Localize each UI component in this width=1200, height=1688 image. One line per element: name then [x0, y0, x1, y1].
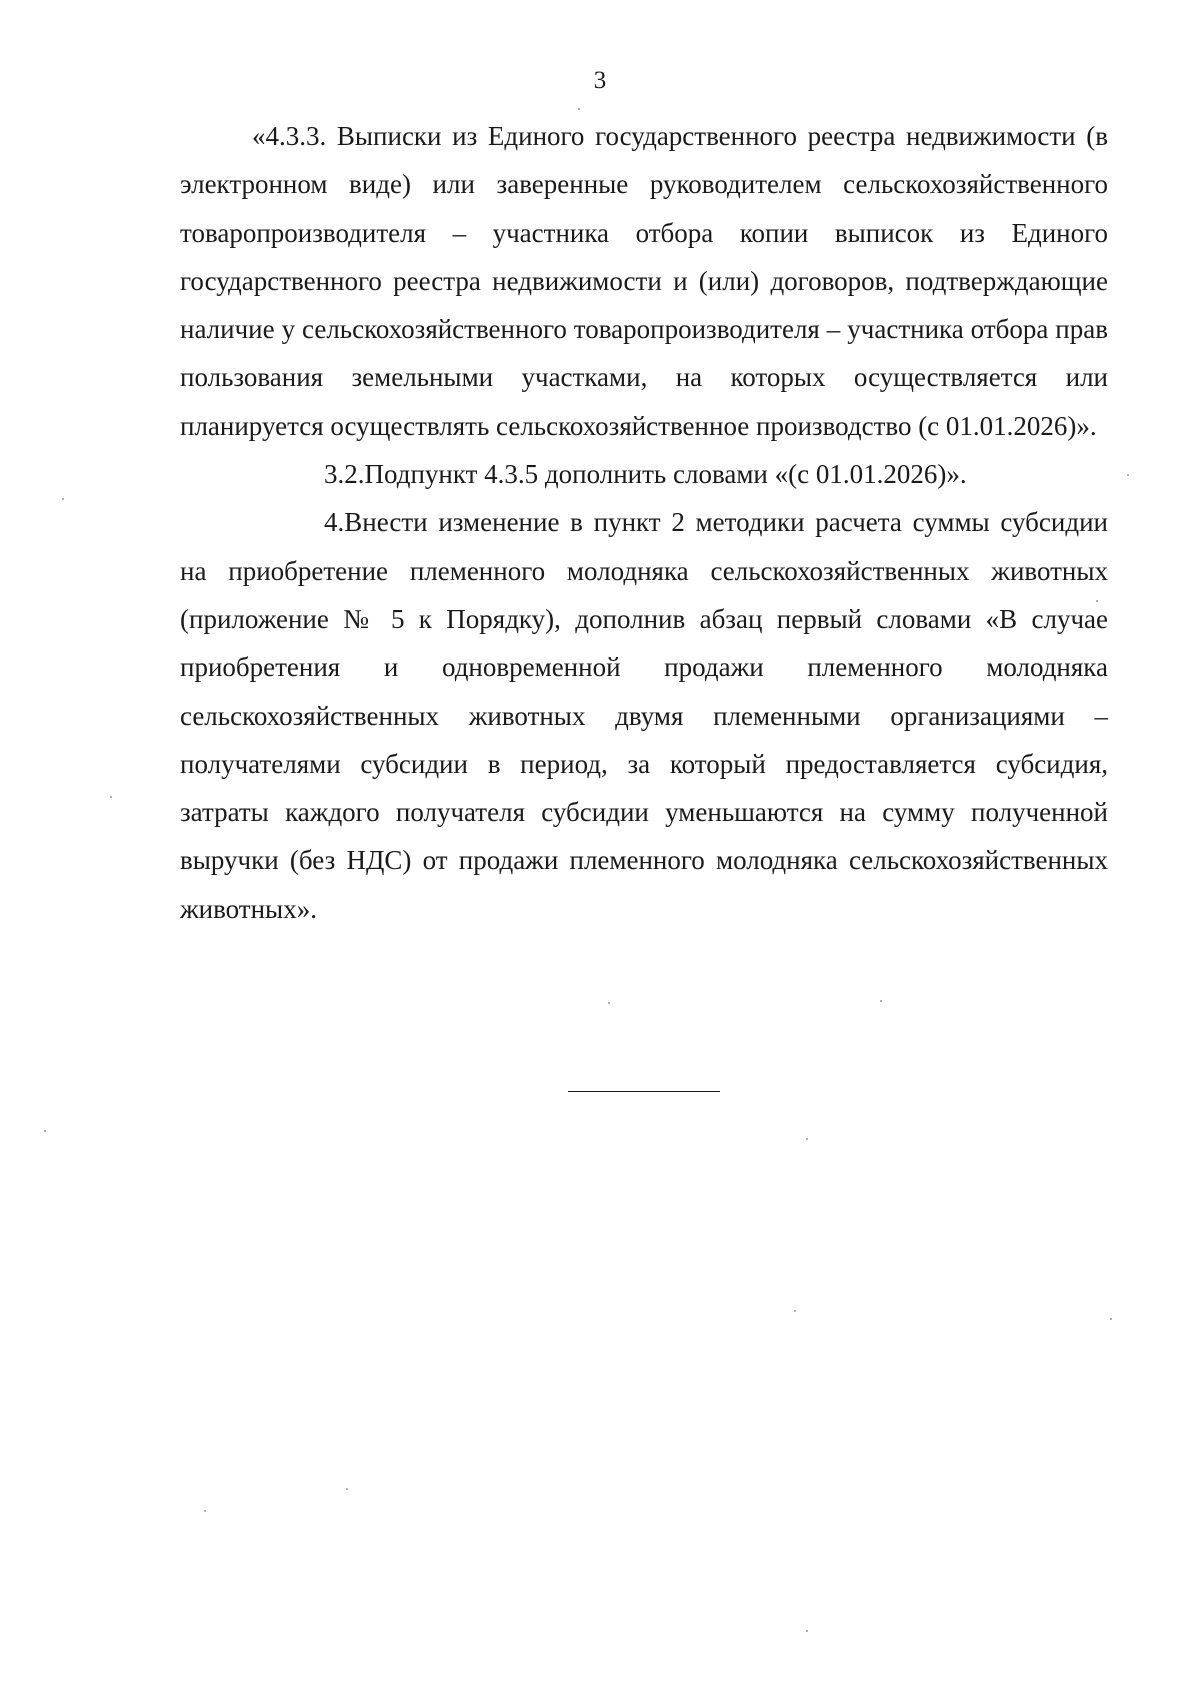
scan-speck [110, 796, 112, 798]
scan-speck [44, 1130, 46, 1132]
scan-speck [578, 108, 580, 110]
scan-speck [1110, 1318, 1112, 1320]
scan-speck [806, 1138, 808, 1140]
paragraph-4-3-3 [180, 112, 1108, 450]
paragraph-text: Внести изменение в пункт 2 методики расчета суммы субсидии на приобретение племенного молодняка сельскохозяйственных животных (приложение № 5 к Порядку), дополнив абзац первый словами «В случае приобретения и одновременной продажи племенного молодняка сельскохозяйственных животных двумя племенными организациями – получателями субсидии в период, за который предоставляется субсидия, затраты каждого получателя субсидии уменьшаются на сумму полученной выручки (без НДС) от продажи племенного молодняка сельскохозяйственных животных». [180, 507, 1108, 924]
scan-speck [62, 498, 64, 500]
scan-speck [608, 1002, 610, 1004]
scan-speck [204, 1510, 206, 1512]
paragraph-text: «4.3.3. Выписки из Единого государственного реестра недвижимости (в электронном виде) или заверенные руководителем сельскохозяйственного товаропроизводителя – участника отбора копии выписок из Единого государственного реестра недвижимости и (или) договоров, подтверждающие наличие у сельскохозяйственного товаропроизводителя – участника отбора прав пользования земельными участками, на которых осуществляется или планируется осуществлять сельскохозяйственное производство (с 01.01.2026)». [180, 121, 1108, 441]
scan-speck [1096, 600, 1098, 602]
end-separator-line [568, 1091, 720, 1092]
paragraph-number: 3.2. [324, 459, 365, 490]
scan-speck [880, 1000, 882, 1002]
scan-speck [1127, 474, 1129, 476]
scan-speck [806, 1630, 808, 1632]
scan-speck [794, 1310, 796, 1312]
page-number: 3 [593, 67, 607, 94]
document-body [180, 112, 1108, 933]
paragraph-text: Подпункт 4.3.5 дополнить словами «(с 01.01.2026)». [364, 459, 967, 490]
paragraph-number: 4. [324, 507, 345, 538]
scan-speck [346, 1488, 348, 1490]
paragraph-3-2 [180, 450, 1108, 498]
paragraph-4 [180, 498, 1108, 933]
